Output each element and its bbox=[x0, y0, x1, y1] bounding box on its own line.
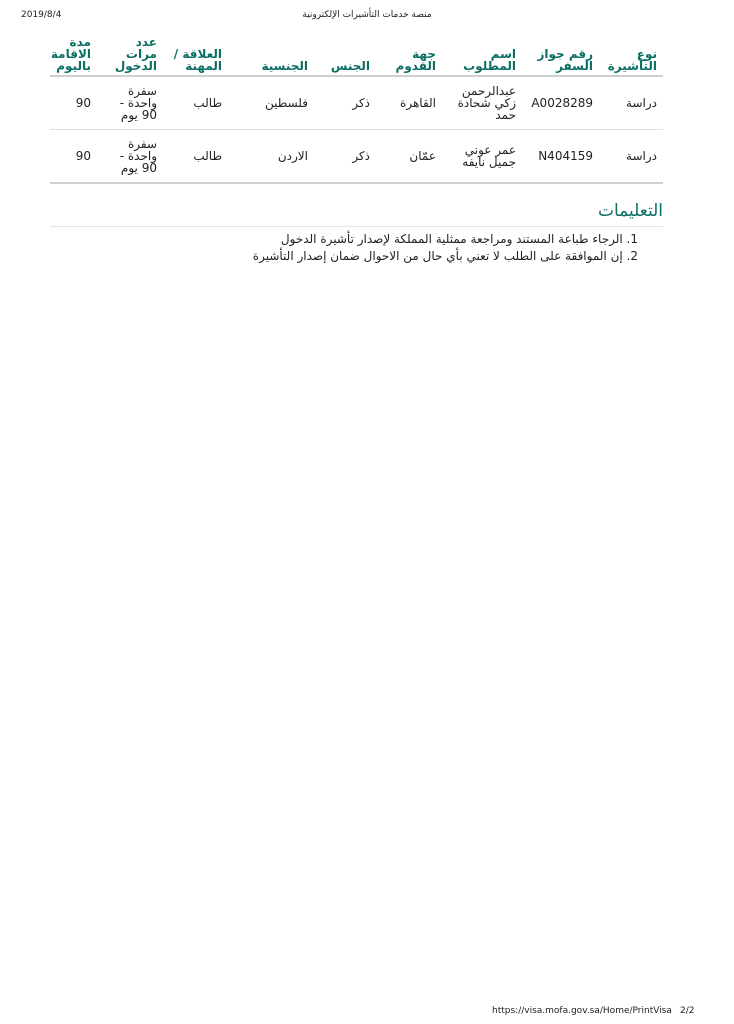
cell-visa-type: دراسة bbox=[599, 130, 663, 184]
column-header-stay-duration: مدة الاقامة باليوم bbox=[50, 32, 97, 76]
print-page-title: منصة خدمات التأشيرات الإلكترونية bbox=[302, 10, 432, 20]
instruction-item: 1. الرجاء طباعة المستند ومراجعة ممثلية المملكة لإصدار تأشيرة الدخول bbox=[280, 232, 638, 246]
cell-passport-number: N404159 bbox=[522, 130, 599, 184]
cell-nationality: فلسطين bbox=[228, 76, 314, 130]
cell-arrival-point: عمّان bbox=[376, 130, 442, 184]
cell-relation-occupation: طالب bbox=[163, 76, 228, 130]
print-footer bbox=[0, 1006, 734, 1020]
column-header-visa-type: نوع التأشيرة bbox=[599, 32, 663, 76]
cell-passport-number: A0028289 bbox=[522, 76, 599, 130]
column-header-relation-occupation: العلاقة / المهنة bbox=[163, 32, 228, 76]
instruction-item: 2. إن الموافقة على الطلب لا تعني بأي حال من الاحوال ضمان إصدار التأشيرة bbox=[252, 249, 638, 263]
table-header-row bbox=[50, 32, 663, 76]
print-url: https://visa.mofa.gov.sa/Home/PrintVisa bbox=[492, 1006, 672, 1016]
cell-applicant-name: عبدالرحمن زكي شحادة حمد bbox=[442, 76, 522, 130]
column-header-entry-count: عدد مرات الدخول bbox=[97, 32, 163, 76]
table-row bbox=[50, 76, 663, 130]
instructions-heading: التعليمات bbox=[50, 200, 663, 227]
print-header bbox=[0, 10, 734, 24]
cell-entry-count: سفرة واحدة - 90 يوم bbox=[97, 130, 163, 184]
cell-nationality: الاردن bbox=[228, 130, 314, 184]
visa-table bbox=[50, 32, 663, 184]
column-header-passport-number: رقم جواز السفر bbox=[522, 32, 599, 76]
cell-gender: ذكر bbox=[314, 130, 376, 184]
cell-stay-duration: 90 bbox=[50, 130, 97, 184]
cell-gender: ذكر bbox=[314, 76, 376, 130]
cell-stay-duration: 90 bbox=[50, 76, 97, 130]
cell-arrival-point: القاهرة bbox=[376, 76, 442, 130]
cell-relation-occupation: طالب bbox=[163, 130, 228, 184]
table-row bbox=[50, 130, 663, 184]
instructions-list bbox=[50, 231, 638, 265]
column-header-gender: الجنس bbox=[314, 32, 376, 76]
column-header-nationality: الجنسية bbox=[228, 32, 314, 76]
column-header-applicant-name: اسم المطلوب bbox=[442, 32, 522, 76]
page-number: 2/2 bbox=[680, 1006, 695, 1016]
cell-visa-type: دراسة bbox=[599, 76, 663, 130]
cell-entry-count: سفرة واحدة - 90 يوم bbox=[97, 76, 163, 130]
print-date: 2019/8/4 bbox=[21, 10, 62, 20]
cell-applicant-name: عمر عوني جميل نايفه bbox=[442, 130, 522, 184]
column-header-arrival-point: جهة القدوم bbox=[376, 32, 442, 76]
